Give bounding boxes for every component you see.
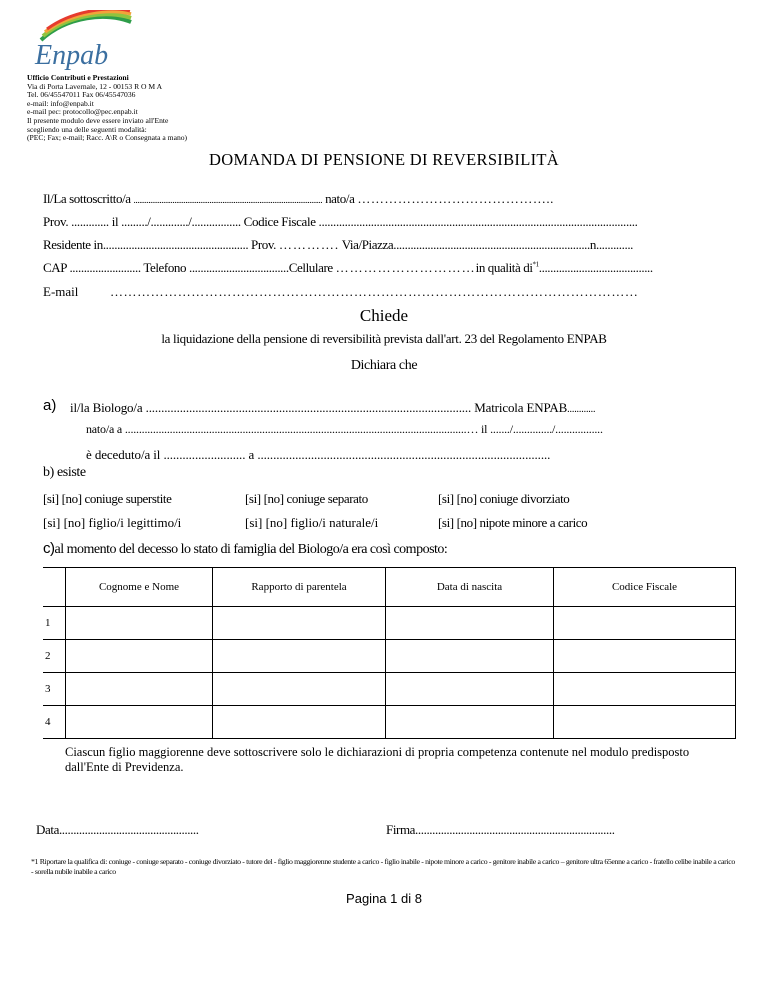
cell-name[interactable] xyxy=(66,673,213,706)
qualifica-label: in qualità di xyxy=(475,260,533,275)
col-header-relation: Rapporto di parentela xyxy=(213,568,386,607)
dichiara-heading: Dichiara che xyxy=(350,358,418,373)
option-figli-naturali[interactable]: [si] [no] figlio/i naturale/i xyxy=(245,515,379,530)
section-a-line-2[interactable]: nato/a a ..........................................................................................................................… il ......./............../................. xyxy=(86,422,603,436)
footnote-ref: *1 xyxy=(532,260,539,269)
applicant-line-2[interactable]: Prov. ............. il ........./............./................. Codice Fiscale .............................................................................................................. xyxy=(43,214,638,229)
col-header-tax-code: Codice Fiscale xyxy=(554,568,736,607)
option-coniuge-divorziato[interactable]: [si] [no] coniuge divorziato xyxy=(438,491,570,506)
birthplace-label: nato/a xyxy=(322,191,358,206)
cell-name[interactable] xyxy=(66,607,213,640)
family-table xyxy=(43,567,736,737)
page-number: Pagina 1 di 8 xyxy=(346,891,422,906)
date-field[interactable]: Data................................................. xyxy=(36,822,199,837)
footnote: *1 Riportare la qualifica di: coniuge - coniuge separato - coniuge divorziato - tutore del - figlio maggiorenne studente a carico - figlio inabile - nipote minore a carico - genitore inabile a carico – genitore ultra 65enne a carico - fratello celibe inabile a carico - sorella nubile inabile a carico xyxy=(31,857,735,876)
section-a-line-3[interactable]: è deceduto/a il .......................... a ............................................................................................. xyxy=(86,447,551,462)
email-field[interactable]: ……………………………………………………………………………………………………… xyxy=(110,284,639,299)
section-c-letter: c) xyxy=(43,540,55,557)
office-phone: Tel. 06/45547011 Fax 06/45547036 xyxy=(27,90,136,100)
applicant-line-1 xyxy=(43,191,554,207)
cell-relation[interactable] xyxy=(213,640,386,673)
matricola-field[interactable]: ............ xyxy=(567,404,596,415)
cell-relation[interactable] xyxy=(213,706,386,739)
street-field[interactable]: Via/Piazza.....................................................................n............. xyxy=(339,237,634,252)
cell-tax-code[interactable] xyxy=(554,673,736,706)
table-corner xyxy=(43,568,66,607)
office-instruction-2: scegliendo una delle seguenti modalità: xyxy=(27,124,147,134)
table-row xyxy=(43,640,736,673)
province-field[interactable]: …………. xyxy=(278,237,340,252)
section-b-title: b) esiste xyxy=(43,465,86,480)
applicant-name-label: Il/La sottoscritto/a xyxy=(43,191,134,206)
row-number: 1 xyxy=(43,607,66,640)
office-email: e-mail: info@enpab.it xyxy=(27,98,94,108)
cell-tax-code[interactable] xyxy=(554,607,736,640)
cell-name[interactable] xyxy=(66,640,213,673)
table-row xyxy=(43,706,736,739)
option-nipote-minore[interactable]: [si] [no] nipote minore a carico xyxy=(438,515,588,530)
section-a-line-1[interactable] xyxy=(70,400,595,416)
option-figli-legittimi[interactable]: [si] [no] figlio/i legittimo/i xyxy=(43,515,182,530)
option-coniuge-separato[interactable]: [si] [no] coniuge separato xyxy=(245,491,368,506)
section-c-text: al momento del decesso lo stato di famiglia del Biologo/a era così composto: xyxy=(54,542,448,557)
cell-birthdate[interactable] xyxy=(386,640,554,673)
row-number: 4 xyxy=(43,706,66,739)
office-instruction-1: Il presente modulo deve essere inviato all'Ente xyxy=(27,115,169,125)
residence-field[interactable]: Residente in................................................... Prov. xyxy=(43,237,279,252)
applicant-line-3 xyxy=(43,237,633,253)
logo-text: Enpab xyxy=(35,40,109,71)
cell-tax-code[interactable] xyxy=(554,640,736,673)
enpab-logo xyxy=(27,10,137,72)
office-info xyxy=(27,74,187,143)
cell-tax-code[interactable] xyxy=(554,706,736,739)
option-coniuge-superstite[interactable]: [si] [no] coniuge superstite xyxy=(43,491,172,506)
qualifica-field[interactable]: ........................................ xyxy=(538,260,653,275)
office-instruction-3: (PEC; Fax; e-mail; Racc. A\R o Consegnata a mano) xyxy=(27,133,188,143)
cell-relation[interactable] xyxy=(213,673,386,706)
birthplace-field[interactable]: …………………………………….. xyxy=(357,191,554,206)
section-a-letter: a) xyxy=(43,397,57,414)
office-title: Ufficio Contributi e Prestazioni xyxy=(27,73,129,82)
cell-name[interactable] xyxy=(66,706,213,739)
page-title: DOMANDA DI PENSIONE DI REVERSIBILITÀ xyxy=(209,150,559,169)
section-c-title xyxy=(43,540,447,558)
cell-relation[interactable] xyxy=(213,607,386,640)
email-label: E-mail xyxy=(43,284,79,299)
children-note: Ciascun figlio maggiorenne deve sottoscrivere solo le dichiarazioni di propria competenza contenute nel modulo predisposto dall'Ente di Previdenza. xyxy=(65,745,690,774)
row-number: 2 xyxy=(43,640,66,673)
col-header-birthdate: Data di nascita xyxy=(386,568,554,607)
table-row xyxy=(43,673,736,706)
mobile-field[interactable]: ………………………… xyxy=(335,260,476,275)
applicant-name-field[interactable]: ...................................................................................................... xyxy=(133,195,323,205)
office-address: Via di Porta Lavernale, 12 - 00153 R O M A xyxy=(27,81,163,91)
contacts-field[interactable]: CAP ......................... Telefono ...................................Cellulare xyxy=(43,260,336,275)
chiede-text: la liquidazione della pensione di reversibilità prevista dall'art. 23 del Regolamento ENPAB xyxy=(161,331,607,346)
col-header-name: Cognome e Nome xyxy=(66,568,213,607)
office-pec: e-mail pec: protocollo@pec.enpab.it xyxy=(27,107,138,117)
signature-field[interactable]: Firma...................................................................... xyxy=(386,822,615,837)
biologist-name-field[interactable]: il/la Biologo/a ......................................................................................................... Matricola ENPAB xyxy=(70,400,568,415)
cell-birthdate[interactable] xyxy=(386,607,554,640)
applicant-line-4 xyxy=(43,260,653,276)
chiede-heading: Chiede xyxy=(359,306,409,325)
table-row xyxy=(43,607,736,640)
cell-birthdate[interactable] xyxy=(386,673,554,706)
cell-birthdate[interactable] xyxy=(386,706,554,739)
row-number: 3 xyxy=(43,673,66,706)
